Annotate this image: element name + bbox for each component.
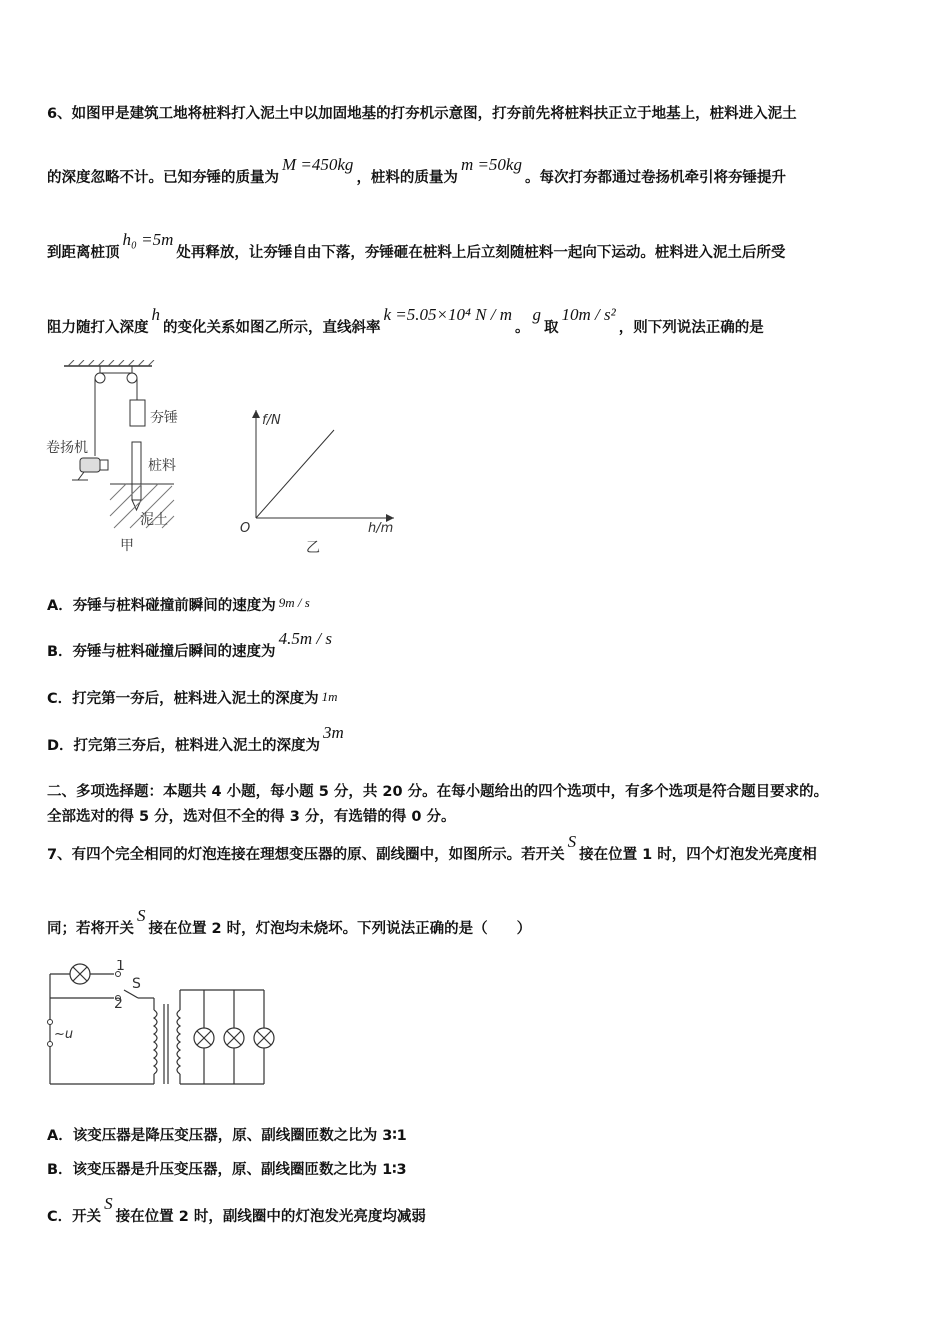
math-depth: h (151, 305, 160, 324)
q7-option-b: B．该变压器是升压变压器，原、副线圈匝数之比为 1∶3 (47, 1162, 407, 1178)
q6-line-4-a: 阻力随打入深度 (47, 320, 149, 336)
mud-label: 泥土 (140, 512, 168, 528)
q6-option-b-text: B．夯锤与桩料碰撞后瞬间的速度为 (47, 644, 276, 660)
q7-option-c-b: 接在位置 2 时，副线圈中的灯泡发光亮度均减弱 (115, 1209, 426, 1225)
q7-line-1-a: 7、有四个完全相同的灯泡连接在理想变压器的原、副线圈中，如图所示。若开关 (47, 847, 565, 863)
pile-label: 桩料 (148, 458, 176, 474)
q6-option-d-text: D．打完第三夯后，桩料进入泥土的深度为 (47, 738, 321, 754)
q6-line-3-a: 到距离桩顶 (47, 245, 120, 261)
q7-option-c (47, 1194, 426, 1226)
winch-label: 卷扬机 (46, 440, 88, 456)
x-axis-label: h/m (368, 521, 394, 536)
pile-driver-figure (44, 360, 194, 555)
q6-option-a-math: 9m / s (278, 595, 310, 610)
q7-option-c-a: C．开关 (47, 1209, 102, 1225)
math-release-height: h₀ =5m (122, 230, 174, 249)
q6-option-b (47, 629, 335, 661)
figure-jia-label: 甲 (120, 538, 134, 554)
hammer-block (130, 400, 145, 426)
math-slope: k =5.05×10⁴ N / m (383, 305, 512, 324)
math-switch-s: S (567, 832, 577, 851)
switch-label: S (132, 976, 141, 992)
q6-line-4-c: 。 (515, 320, 530, 336)
origin-label: O (240, 521, 251, 536)
q7-line-1 (47, 832, 817, 864)
q6-option-d-math: 3m (323, 723, 344, 742)
q6-line-4-d: 取 (544, 320, 559, 336)
q6-line-3-b: 处再释放，让夯锤自由下落，夯锤砸在桩料上后立刻随桩料一起向下运动。桩料进入泥土后所受 (176, 245, 786, 261)
math-g: g (532, 305, 541, 324)
q6-option-c-text: C．打完第一夯后，桩料进入泥土的深度为 (47, 691, 319, 707)
math-switch-s-3: S (104, 1194, 113, 1213)
q6-option-a-text: A．夯锤与桩料碰撞前瞬间的速度为 (47, 598, 276, 614)
q7-line-2-b: 接在位置 2 时，灯泡均未烧坏。下列说法正确的是（ ） (148, 921, 532, 937)
q7-line-2-a: 同；若将开关 (47, 921, 134, 937)
section-2-line-2: 全部选对的得 5 分，选对但不全的得 3 分，有选错的得 0 分。 (47, 809, 456, 825)
q6-option-b-math: 4.5m / s (278, 629, 332, 648)
q6-line-3 (47, 230, 786, 262)
hammer-label: 夯锤 (150, 410, 178, 426)
math-switch-s-2: S (137, 906, 146, 925)
q6-option-a (47, 594, 313, 615)
source-label: ~u (54, 1027, 74, 1042)
q7-line-1-b: 接在位置 1 时，四个灯泡发光亮度相 (579, 847, 817, 863)
q6-option-d (47, 723, 347, 755)
force-depth-graph (236, 404, 406, 554)
contact-2-label: 2 (114, 996, 123, 1012)
math-hammer-mass: M =450kg (282, 155, 354, 174)
q6-line-4-b: 的变化关系如图乙所示，直线斜率 (163, 320, 381, 336)
math-pile-mass: m =50kg (460, 155, 522, 174)
transformer-circuit (42, 960, 278, 1090)
force-line (256, 430, 334, 518)
y-axis-label: f/N (262, 413, 281, 428)
q7-option-a: A．该变压器是降压变压器，原、副线圈匝数之比为 3∶1 (47, 1128, 407, 1144)
math-g-value: 10m / s² (561, 305, 616, 324)
q6-line-1: 6、如图甲是建筑工地将桩料打入泥土中以加固地基的打夯机示意图，打夯前先将桩料扶正立于地基上，桩料进入泥土 (47, 106, 797, 122)
section-2-line-1: 二、多项选择题：本题共 4 小题，每小题 5 分，共 20 分。在每小题给出的四个选项中，有多个选项是符合题目要求的。 (47, 784, 829, 800)
q6-option-c-math: 1m (321, 689, 338, 704)
q6-line-2-c: 。每次打夯都通过卷扬机牵引将夯锤提升 (524, 170, 786, 186)
pile-column (132, 442, 141, 500)
figure-yi-label: 乙 (306, 540, 320, 554)
q6-line-4-e: ，则下列说法正确的是 (618, 320, 764, 336)
q6-line-2-a: 的深度忽略不计。已知夯锤的质量为 (47, 170, 279, 186)
q6-option-c (47, 687, 341, 708)
contact-1-label: 1 (116, 960, 125, 974)
q6-line-2 (47, 155, 786, 187)
q7-line-2 (47, 906, 532, 938)
q6-line-4 (47, 305, 764, 337)
q6-line-2-b: ，桩料的质量为 (356, 170, 458, 186)
